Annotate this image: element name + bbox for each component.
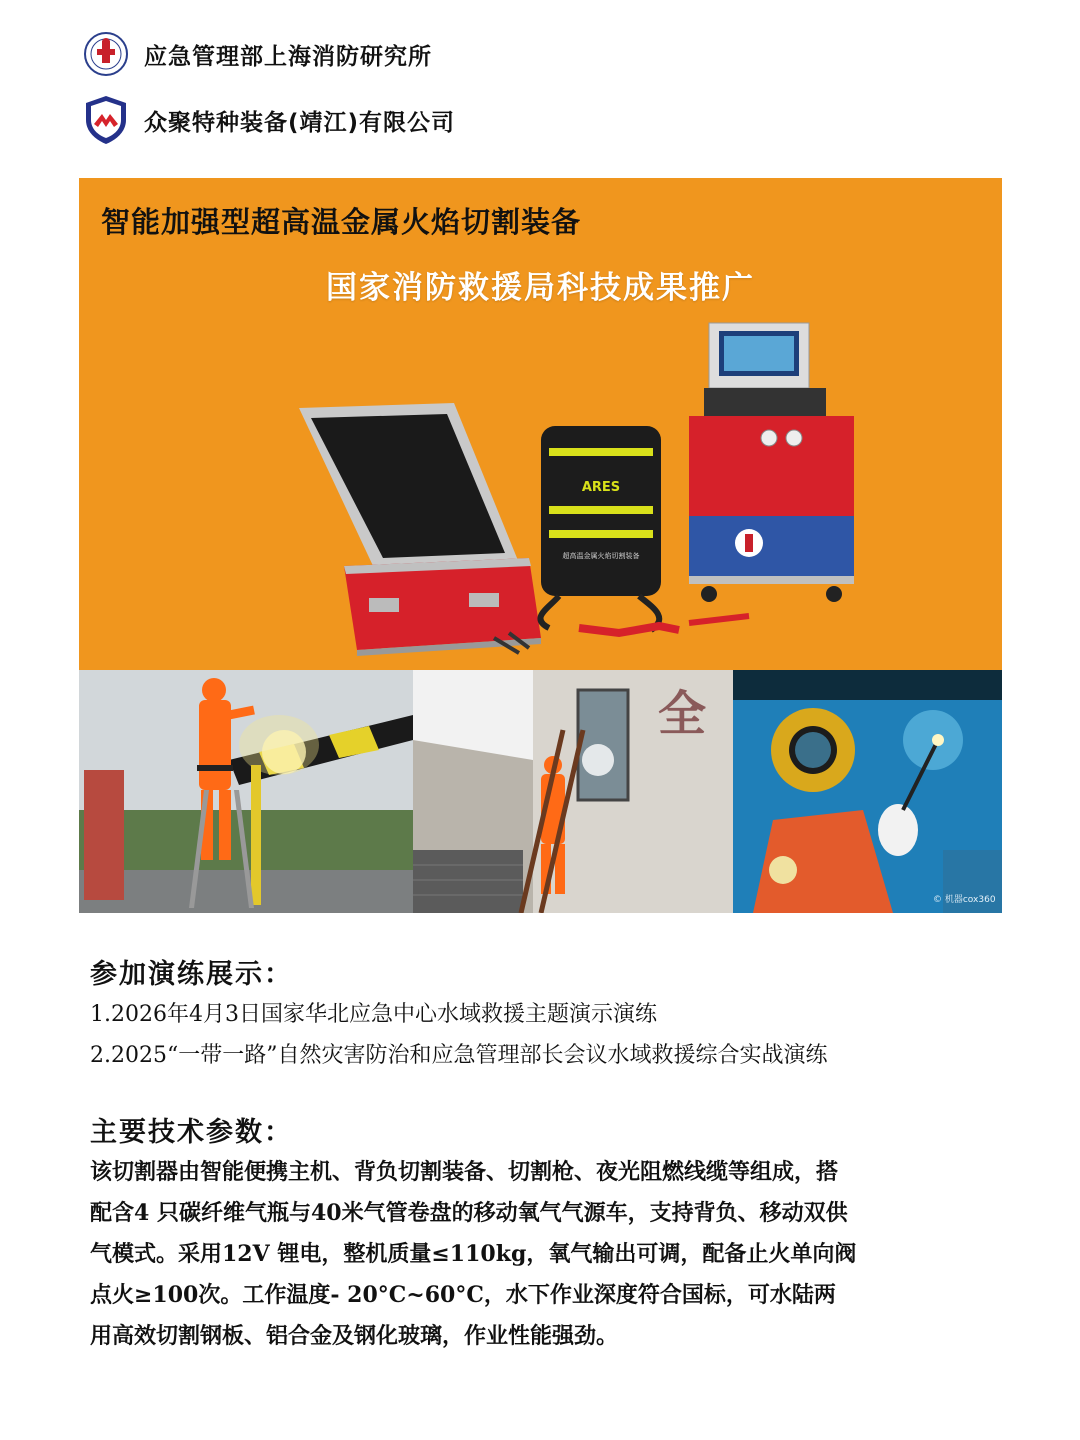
backpack-brand: ARES (581, 480, 621, 495)
rescuer-cutting-pipe-photo (79, 670, 413, 913)
tech-line-1: 该切割器由智能便携主机、背负切割装备、切割枪、夜光阻燃线缆等组成，搭 (90, 1159, 839, 1185)
org1-name: 应急管理部上海消防研究所 (144, 43, 432, 70)
org2-name: 众聚特种装备(靖江)有限公司 (144, 109, 456, 136)
drills-section-title: 参加演练展示： (90, 959, 293, 990)
backpack-label: 超高温金属火焰切割装备 (562, 552, 640, 560)
banner-title: 智能加强型超高温金属火焰切割装备 (101, 205, 582, 239)
backpack-unit (540, 426, 661, 630)
building-sign-text: 全 (658, 686, 707, 742)
drill-item-2: 2.2025“一带一路”自然灾害防治和应急管理部长会议水域救援综合实战演练 (90, 1043, 828, 1068)
org-header-1 (82, 30, 432, 78)
shield-logo-icon (82, 96, 130, 144)
tech-line-5: 用高效切割钢板、铝合金及钢化玻璃，作业性能强劲。 (90, 1323, 619, 1349)
fire-institute-seal-icon (82, 30, 130, 78)
equipment-case (344, 558, 541, 656)
case-lid (299, 403, 529, 576)
diver-underwater-cutting-photo (733, 670, 1002, 913)
tech-line-2: 配含4 只碳纤维气瓶与40米气管卷盘的移动氧气气源车，支持背负、移动双供 (90, 1200, 848, 1226)
equipment-illustration (279, 308, 889, 658)
tech-line-4: 点火≥100次。工作温度- 20°C~60°C，水下作业深度符合国标，可水陆两 (90, 1282, 836, 1308)
org-header-2 (82, 96, 455, 144)
photo-watermark: © 机器cox360 (933, 895, 996, 905)
banner-subtitle: 国家消防救援局科技成果推广 (326, 270, 755, 306)
tech-section-title: 主要技术参数： (90, 1117, 293, 1148)
tech-line-3: 气模式。采用12V 锂电，整机质量≤110kg，氧气输出可调，配备止火单向阀 (90, 1241, 857, 1267)
oxygen-cart (689, 323, 854, 602)
tech-paragraph (90, 1152, 1010, 1357)
drill-item-1: 1.2026年4月3日国家华北应急中心水域救援主题演示演练 (90, 1002, 657, 1027)
product-banner (79, 178, 1002, 670)
rescuer-cutting-window-on-ladder-photo (413, 670, 733, 913)
